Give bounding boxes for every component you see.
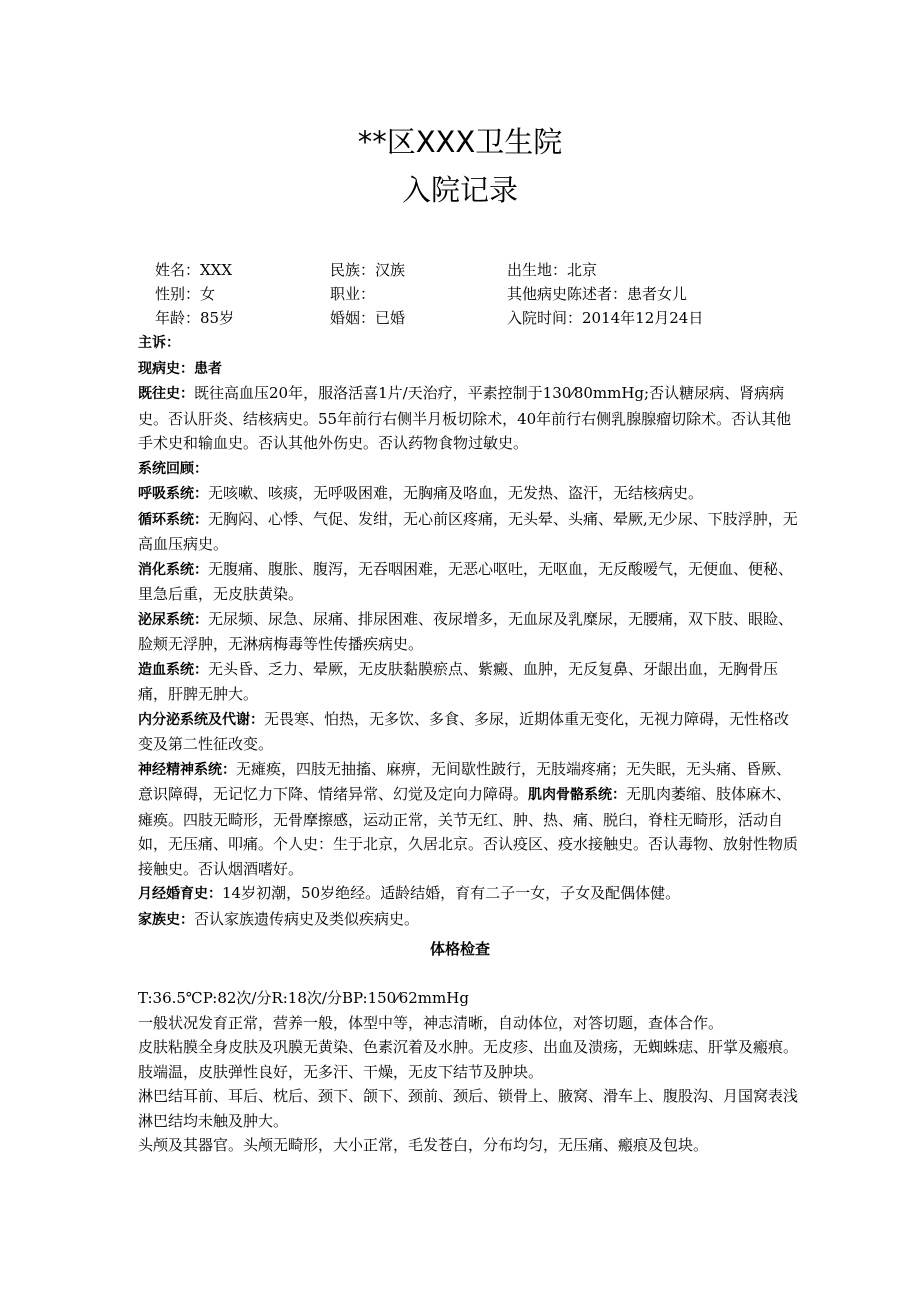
vital-signs: T:36.5℃P:82次/分R:18次/分BP:150⁄62mmHg	[138, 989, 469, 1007]
circulatory-text: 无胸闷、心悸、气促、发绀，无心前区疼痛，无头晕、头痛、晕厥,无少尿、下肢浮肿，无高血压病史。	[138, 509, 798, 553]
urinary-text: 无尿频、尿急、尿痛、排尿困难、夜尿增多，无血尿及乳糜尿，无腰痛，双下肢、眼睑、脸颊无浮肿，无淋病梅毒等性传播疾病史。	[138, 609, 794, 653]
info-row	[155, 282, 775, 306]
neuro-text: 无瘫痪，四肢无抽搐、麻痹，无间歇性跛行，无肢端疼痛；无失眠，无头痛、昏厥、意识障碍，无记忆力下降、情绪异常、幻觉及定向力障碍。	[138, 759, 792, 803]
patient-age: 年龄：85岁	[155, 309, 235, 327]
general-condition: 一般状况发育正常，营养一般，体型中等，神志清晰，自动体位，对答切题，查体合作。	[138, 1013, 724, 1032]
patient-ethnicity: 民族：汉族	[330, 261, 406, 279]
neuro-musculoskeletal	[138, 757, 798, 882]
exam-section-title: 体格检查	[429, 940, 490, 958]
lymph-nodes: 淋巴结耳前、耳后、枕后、颈下、颌下、颈前、颈后、锁骨上、腋窝、滑车上、腹股沟、月国窝表浅淋巴结均未触及肿大。	[138, 1087, 799, 1130]
chief-complaint-label: 主诉：	[138, 335, 180, 351]
musculoskeletal-label: 肌肉骨骼系统：	[528, 787, 627, 803]
patient-name: 姓名：XXX	[155, 261, 233, 279]
hematopoietic-text: 无头昏、乏力、晕厥，无皮肤黏膜瘀点、紫癜、血肿，无反复鼻、牙龈出血，无胸骨压痛，肝脾无肿大。	[138, 659, 779, 703]
family-history	[138, 907, 798, 933]
family-text: 否认家族遗传病史及类似疾病史。	[194, 909, 420, 928]
respiratory-system	[138, 481, 798, 507]
chief-complaint	[138, 330, 798, 356]
neuro-label: 神经精神系统：	[138, 761, 236, 778]
circulatory-system	[138, 507, 798, 557]
menstrual-text: 14岁初潮，50岁绝经。适龄结婚，育有二子一女，子女及配偶体健。	[222, 884, 681, 902]
menstrual-label: 月经婚育史：	[138, 886, 222, 902]
info-row	[155, 258, 775, 282]
digestive-label: 消化系统：	[138, 561, 208, 578]
physical-exam	[138, 986, 798, 1158]
hematopoietic-label: 造血系统：	[138, 661, 208, 678]
urinary-label: 泌尿系统：	[138, 611, 208, 628]
respiratory-text: 无咳嗽、咳痰，无呼吸困难，无胸痛及咯血，无发热、盗汗，无结核病史。	[208, 484, 704, 502]
skin-mucosa: 皮肤粘膜全身皮肤及巩膜无黄染、色素沉着及水肿。无皮疹、出血及溃疡，无蜘蛛痣、肝掌及瘢痕。肢端温，皮肤弹性良好，无多汗、干燥，无皮下结节及肿块。	[138, 1038, 799, 1081]
musculoskeletal-text: 无肌肉萎缩、肢体麻木、瘫痪。四肢无畸形，无骨摩擦感，运动正常，关节无红、肿、热、痛、脱臼，脊柱无畸形，活动自如，无压痛、叩痛。个人史：生于北京，久居北京。否认疫区、疫水接触史。否认毒物、放射性物质接触史。否认烟酒嗜好。	[138, 785, 799, 878]
past-history	[138, 381, 798, 456]
past-history-text: 既往高血压20年，服洛活喜1片/天治疗，平素控制于130⁄80mmHg;否认糖尿病、肾病病史。否认肝炎、结核病史。55年前行右侧半月板切除术，40年前行右侧乳腺腺瘤切除术。否认其他手术史和输血史。否认其他外伤史。否认药物食物过敏史。	[138, 384, 792, 452]
patient-sex: 性别：女	[155, 285, 216, 303]
head-organs: 头颅及其器官。头颅无畸形，大小正常，毛发苍白，分布均匀，无压痛、瘢痕及包块。	[138, 1136, 709, 1154]
endocrine-text: 无畏寒、怕热，无多饮、多食、多尿，近期体重无变化，无视力障碍，无性格改变及第二性征改变。	[138, 709, 790, 753]
past-history-label: 既往史：	[138, 386, 194, 402]
endocrine-system	[138, 707, 798, 757]
admission-date: 入院时间：2014年12月24日	[507, 309, 704, 327]
menstrual-marital-history	[138, 881, 798, 907]
patient-info	[155, 258, 775, 330]
document-title: 入院记录	[401, 173, 518, 207]
present-illness-label: 现病史：患者	[138, 360, 222, 377]
digestive-text: 无腹痛、腹胀、腹泻，无吞咽困难，无恶心呕吐，无呕血，无反酸嗳气，无便血、便秘、里急后重，无皮肤黄染。	[138, 559, 794, 603]
system-review	[138, 456, 798, 482]
respiratory-label: 呼吸系统：	[138, 486, 208, 502]
hematopoietic-system	[138, 657, 798, 707]
endocrine-label: 内分泌系统及代谢：	[138, 711, 264, 728]
patient-marital-status: 婚姻：已婚	[330, 309, 406, 327]
circulatory-label: 循环系统：	[138, 511, 208, 528]
urinary-system	[138, 607, 798, 657]
history-narrator: 其他病史陈述者：患者女儿	[507, 285, 688, 303]
digestive-system	[138, 557, 798, 607]
present-illness	[138, 356, 798, 382]
info-row	[155, 306, 775, 330]
system-review-label: 系统回顾：	[138, 460, 208, 477]
patient-occupation: 职业：	[330, 285, 376, 303]
medical-history	[138, 330, 798, 932]
patient-birthplace: 出生地：北京	[507, 261, 598, 279]
family-label: 家族史：	[138, 911, 194, 928]
hospital-name: **区XXX卫生院	[357, 125, 563, 159]
